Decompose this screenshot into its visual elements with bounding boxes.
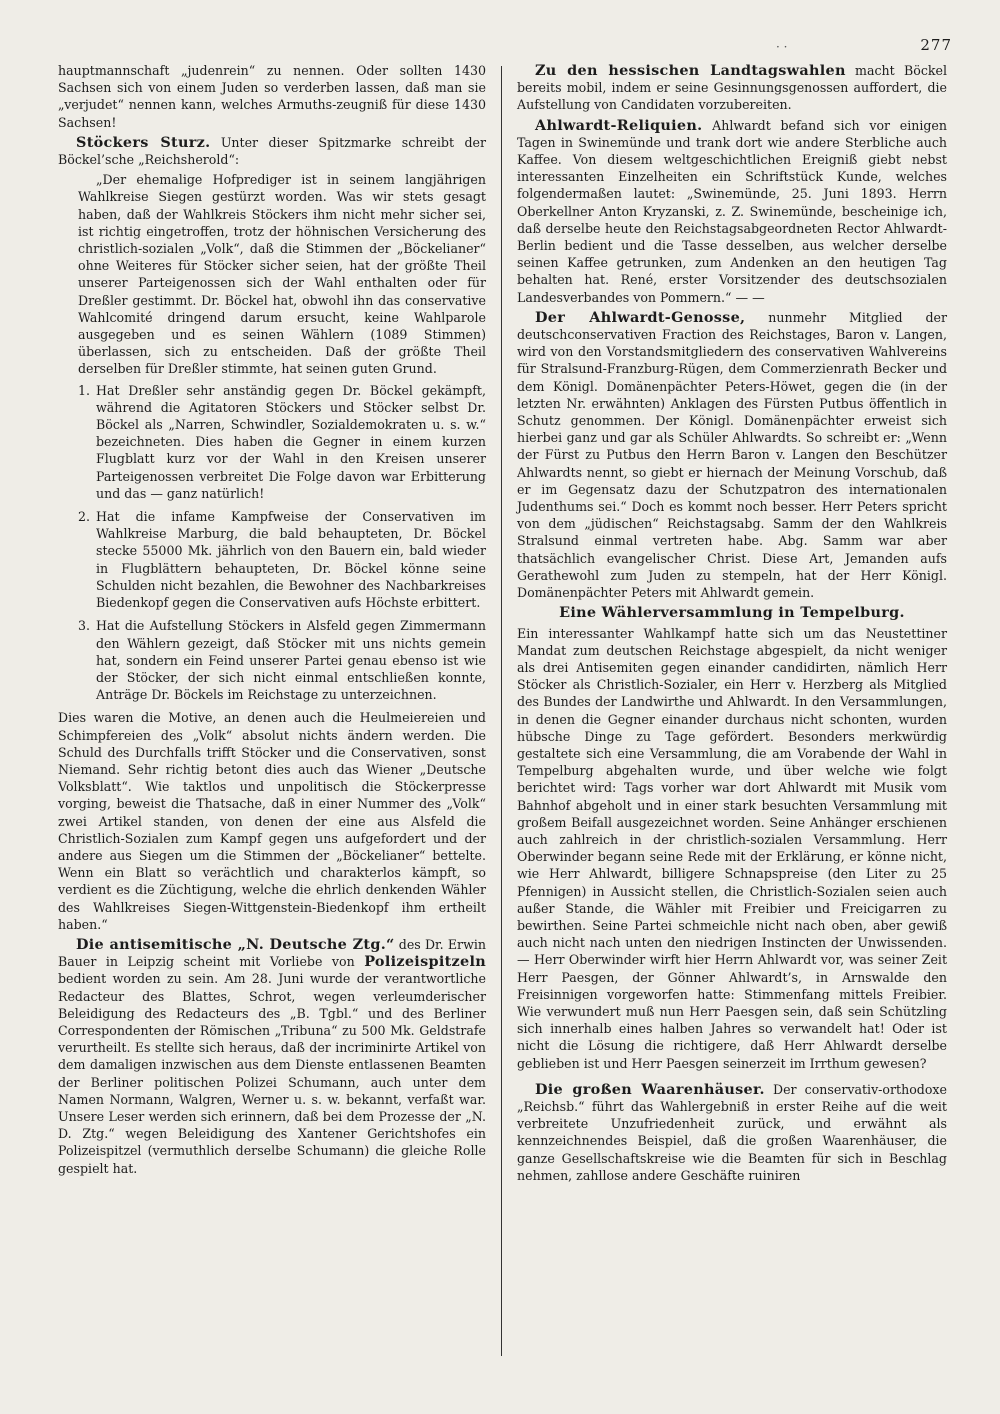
article-waarenhaeuser: Die großen Waarenhäuser. Der conservativ-orthodoxe „Reichsb.“ führt das Wahlergebniß in erster Reihe auf die weit verbreitete Unzufriedenheit zurück, und erwähnt als kennzeichnendes Beispiel, daß die großen Waarenhäuser, die ganze Gesellschaftskreise wie die Beamten für sich in Beschlag nehmen, zahllose andere Geschäfte ruiniren xyxy=(517,1080,947,1183)
article-stoecker-intro: Stöckers Sturz. Unter dieser Spitzmarke schreibt der Böckel’sche „Reichsherold“: xyxy=(58,133,486,168)
headline-n-deutsche-ztg: Die antisemitische „N. Deutsche Ztg.“ xyxy=(76,935,395,953)
left-column xyxy=(58,62,486,1180)
headline-ahlwardt-genosse: Der Ahlwardt-Genosse, xyxy=(535,308,746,326)
paragraph-motives: Dies waren die Motive, an denen auch die Heulmeiereien und Schimpfereien des „Volk“ absolut nichts ändern werden. Die Schuld des Durchfalls trifft Stöcker und die Conservativen, sonst Niemand. Sehr richtig betont dies auch das Wiener „Deutsche Volksblatt“. Wie taktlos und unpolitisch die Stöckerpresse vorging, beweist die Thatsache, daß in einer Nummer des „Volk“ zwei Artikel standen, von denen der eine aus Alsfeld die Christlich-Sozialen zum Kampf gegen uns aufgefordert und der andere aus Siegen um die Stimmen der „Böckelianer“ bettelte. Wenn ein Blatt so verächtlich und charakterlos kämpft, so verdient es die Züchtigung, welche die ehrlich denkenden Wähler des Wahlkreises Siegen-Wittgenstein-Biedenkopf ihm ertheilt haben.“ xyxy=(58,710,486,932)
article-hessische-landtagswahlen: Zu den hessischen Landtagswahlen macht Böckel bereits mobil, indem er seine Gesinnungsgenossen auffordert, die Aufstellung von Candidaten vorzubereiten. xyxy=(517,62,947,113)
list-item: 3. Hat die Aufstellung Stöckers in Alsfeld gegen Zimmermann den Wählern gezeigt, daß Stöcker mit uns nichts gemein hat, sondern ein Feind unserer Partei genau ebenso ist wie der Stöcker, der sich nicht einmal entschließen konnte, Anträge Dr. Böckels im Reichstage zu unterzeichnen. xyxy=(94,617,486,703)
paragraph-intro: hauptmannschaft „judenrein“ zu nennen. Oder sollten 1430 Sachsen sich von einem Juden so verderben lassen, daß man sie „verjudet“ nennen kann, welches Armuths-zeugniß für diese 1430 Sachsen! xyxy=(58,63,486,130)
headline-stoeckers-sturz: Stöckers Sturz. xyxy=(76,133,211,151)
numbered-points xyxy=(58,382,486,704)
article-n-deutsche-ztg: Die antisemitische „N. Deutsche Ztg.“ des Dr. Erwin Bauer in Leipzig scheint mit Vorliebe von Polizeispitzeln bedient worden zu sein. Am 28. Juni wurde der verantwortliche Redacteur des Blattes, Schrot, wegen verleumderischer Beleidigung des Redacteurs des „B. Tgbl.“ und des Berliner Correspondenten der Römischen „Tribuna“ zu 500 Mk. Geldstrafe verurtheilt. Es stellte sich heraus, daß der incriminirte Artikel von dem damaligen inzwischen aus dem Dienste entlassenen Beamten der Berliner politischen Polizei Schumann, auch unter dem Namen Normann, Walgren, Werner u. s. w. bekannt, verfaßt war. Unsere Leser werden sich erinnern, daß bei dem Prozesse der „N. D. Ztg.“ wegen Beleidigung des Xantener Gerichtshofes ein Polizeispitzel (vermuthlich derselbe Schumann) die gleiche Rolle gespielt hat. xyxy=(58,935,486,1176)
article-ahlwardt-reliquien: Ahlwardt-Reliquien. Ahlwardt befand sich vor einigen Tagen in Swinemünde und trank dort wie andere Sterbliche auch Kaffee. Von diesem weltgeschichtlichen Ereigniß giebt nebst interessanten Einzelheiten ein Schriftstück Kunde, welches folgendermaßen lautet: „Swinemünde, 25. Juni 1893. Herrn Oberkellner Anton Kryzanski, z. Z. Swinemünde, bescheinige ich, daß derselbe heute den Reichstagsabgeordneten Rector Ahlwardt-Berlin bedient und die Tasse desselben, aus welcher derselbe seinen Kaffee getrunken, zum Andenken an den heutigen Tag behalten hat. René, erster Vorsitzender des deutschsozialen Landesverbandes von Pommern.“ — — xyxy=(517,116,947,305)
list-item: 2. Hat die infame Kampfweise der Conservativen im Wahlkreise Marburg, die bald behaupteten, Dr. Böckel stecke 55000 Mk. jährlich von den Bauern ein, bald wieder in Flugblättern behaupteten, Dr. Böckel könne seine Schulden nicht bezahlen, die Bewohner des Nachbarkreises Biedenkopf gegen die Conservativen aufs Höchste erbittert. xyxy=(94,508,486,611)
column-divider xyxy=(501,66,502,1356)
headline-waarenhaeuser: Die großen Waarenhäuser. xyxy=(535,1080,765,1098)
page-number: 277 xyxy=(920,36,952,54)
headline-waehlerversammlung: Eine Wählerversammlung in Tempelburg. xyxy=(559,604,905,622)
header-dots: · · xyxy=(776,40,788,54)
paragraph-tempelburg: Ein interessanter Wahlkampf hatte sich um das Neustettiner Mandat zum deutschen Reichstage abgespielt, da nicht weniger als drei Antisemiten gegen einander candidirten, nämlich Herr Stöcker als Christlich-Sozialer, ein Herr v. Herzberg als Mitglied des Bundes der Landwirthe und Ahlwardt. In den Versammlungen, in denen die Gegner einander durchaus nicht schonten, wurden hübsche Dinge zu Tage gefördert. Besonders merkwürdig gestaltete sich eine Versammlung, die am Vorabende der Wahl in Tempelburg abgehalten wurde, und über welche wie folgt berichtet wird: Tags vorher war dort Ahlwardt mit Musik vom Bahnhof abgeholt und in einer stark besuchten Versammlung mit großem Beifall ausgezeichnet worden. Seine Anhänger erschienen auch zahlreich in der christlich-sozialen Versammlung. Herr Oberwinder begann seine Rede mit der Erklärung, er könne nicht, wie Herr Ahlwardt, billigere Schnapspreise (den Liter zu 25 Pfennigen) in Aussicht stellen, die Christlich-Sozialen seien auch außer Stande, die Wähler mit Freibier und Freicigarren zu bewirthen. Seine Partei schmeichle nicht nach oben, aber gewiß auch nicht nach unten den niedrigen Instincten der Unwissenden. — Herr Oberwinder wirft hier Herrn Ahlwardt vor, was seiner Zeit Herr Paesgen, der Gönner Ahlwardt’s, in Arnswalde den Freisinnigen vorgeworfen hatte: Stimmenfang mittels Freibier. Wie verwundert muß nun Herr Paesgen sein, daß sein Schützling sich innerhalb eines halben Jahres so verwandelt hat! Oder ist nicht die Lösung die richtigere, daß Herr Ahlwardt derselbe geblieben ist und Herr Paesgen seinerzeit im Irrthum gewesen? xyxy=(517,625,947,1071)
right-column xyxy=(517,62,947,1187)
quote-reichsherold: „Der ehemalige Hofprediger ist in seinem langjährigen Wahlkreise Siegen gestürzt worden. Was wir stets gesagt haben, daß der Wahlkreis Stöckers ihm nicht mehr sicher sei, ist richtig eingetroffen, trotz der höhnischen Versicherung des christlich-sozialen „Volk“, daß die Stimmen der „Böckelianer“ ohne Weiteres für Stöcker sicher seien, hat der größte Theil unserer Parteigenossen sich der Wahl enthalten oder für Dreßler gestimmt. Dr. Böckel hat, obwohl ihn das conservative Wahlcomité dringend darum ersucht, keine Wahlparole ausgegeben und es seinen Wählern (1089 Stimmen) überlassen, sich zu entscheiden. Daß der größte Theil derselben für Dreßler stimmte, hat seinen guten Grund. xyxy=(78,172,486,377)
emphasis-polizeispitzeln: Polizeispitzeln xyxy=(364,953,486,971)
headline-ahlwardt-reliquien: Ahlwardt-Reliquien. xyxy=(535,116,703,134)
headline-hessische-landtagswahlen: Zu den hessischen Landtagswahlen xyxy=(535,62,846,79)
list-item: 1. Hat Dreßler sehr anständig gegen Dr. Böckel gekämpft, während die Agitatoren Stöckers und Stöcker selbst Dr. Böckel als „Narren, Schwindler, Sozialdemokraten u. s. w.“ bezeichneten. Dies haben die Gegner in einem kurzen Flugblatt kurz vor der Wahl in den Kreisen unserer Parteigenossen verbreitet Die Folge davon war Erbitterung und das — ganz natürlich! xyxy=(94,382,486,502)
article-ahlwardt-genosse: Der Ahlwardt-Genosse, nunmehr Mitglied der deutschconservativen Fraction des Reichstages, Baron v. Langen, wird von den Vorstandsmitgliedern des conservativen Wahlvereins für Stralsund-Franzburg-Rügen, dem Commerzienrath Becker und dem Königl. Domänenpächter Peters-Höwet, gegen die (in der letzten Nr. erwähnten) Anklagen des Fürsten Putbus öffentlich in Schutz genommen. Der Königl. Domänenpächter erweist sich hierbei ganz und gar als Schüler Ahlwardts. So schreibt er: „Wenn der Fürst zu Putbus den Herrn Baron v. Langen den Beschützer Ahlwardts nennt, so giebt er hiernach der Meinung Vorschub, daß er im Gegensatz dazu der Schutzpatron des internationalen Judenthums sei.“ Doch es kommt noch besser. Herr Peters spricht von dem „jüdischen“ Reichstagsabg. Samm der den Wahlkreis Stralsund einmal vertreten habe. Abg. Samm war aber thatsächlich evangelischer Christ. Diese Art, Jemanden aufs Gerathewohl zum Juden zu stempeln, hat der Herr Königl. Domänenpächter Peters mit Ahlwardt gemein. xyxy=(517,308,947,601)
